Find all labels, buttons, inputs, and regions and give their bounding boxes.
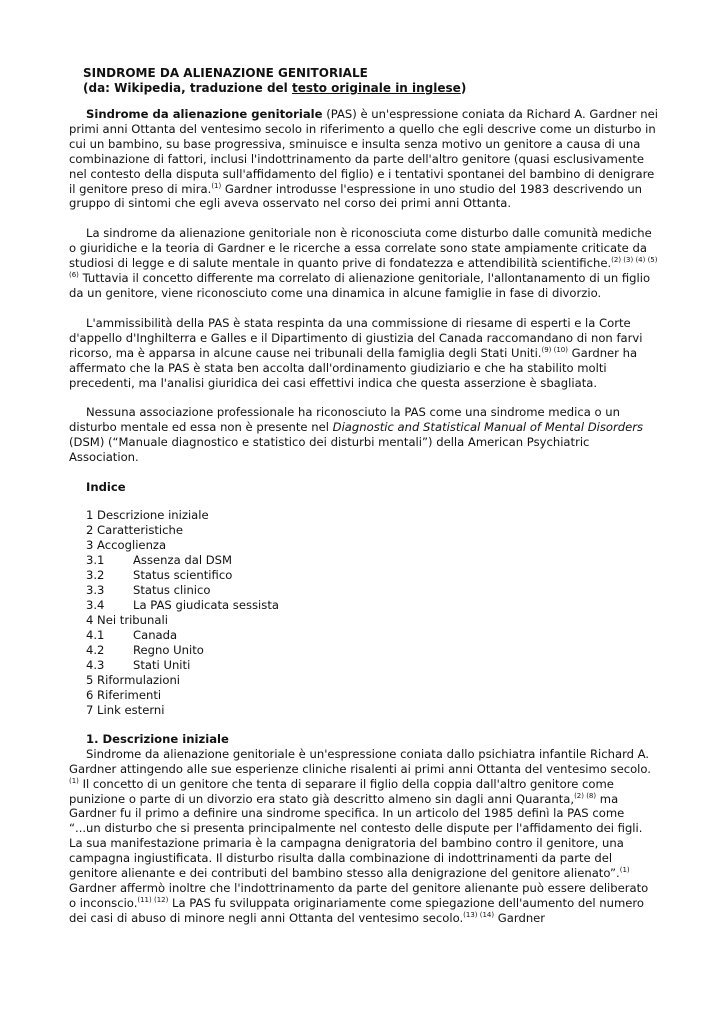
text: (DSM) (“Manuale diagnostico e statistico dei disturbi mentali”) della American Psychiatric Association. xyxy=(69,435,590,465)
toc-item[interactable] xyxy=(86,613,659,628)
original-text-link[interactable]: testo originale in inglese xyxy=(291,81,461,95)
text: Gardner introdusse l'espressione in uno studio del 1983 descrivendo un gruppo di sintomi che egli aveva osservato nel corso dei primi anni Ottanta. xyxy=(69,181,643,211)
toc-item[interactable] xyxy=(86,583,659,598)
text: Tuttavia il concetto differente ma correlato di alienazione genitoriale, l'allontanamento di un figlio da un genitore, viene riconosciuto come una dinamica in alcune famiglie in fase di divorzio. xyxy=(69,271,651,300)
section-heading: 1. Descrizione iniziale xyxy=(86,731,229,746)
toc-item[interactable] xyxy=(86,568,659,583)
toc-item-label: 7 Link esterni xyxy=(86,702,165,717)
toc-item[interactable] xyxy=(86,553,659,568)
toc-item[interactable] xyxy=(86,703,659,718)
term-bold: Sindrome da alienazione genitoriale xyxy=(86,107,323,121)
toc-item-label: Status scientifico xyxy=(133,567,233,582)
toc-item[interactable] xyxy=(86,688,659,703)
text: Gardner ha affermato che la PAS è stata ben accolta dall'ordinamento giudiziario e che ha stabilito molti precedenti, ma l'analisi giuridica dei casi effettivi indica che questa asserzione è sbagliata. xyxy=(69,345,638,390)
document-subtitle xyxy=(83,81,659,96)
document-title: SINDROME DA ALIENAZIONE GENITORIALE xyxy=(83,66,368,80)
toc-item[interactable] xyxy=(86,658,659,673)
text: La PAS fu sviluppata originariamente come spiegazione dell'aumento del numero dei casi di abuso di minore negli anni Ottanta del ventesimo secolo. xyxy=(69,895,644,925)
toc-item-label: 3 Accoglienza xyxy=(86,537,167,552)
text: Sindrome da alienazione genitoriale è un'espressione coniata dallo psichiatra infantile Richard A. Gardner attingendo alle sue esperienze cliniche risalenti ai primi anni Ottanta del ventesimo secolo. xyxy=(69,746,651,776)
citation[interactable]: (11) (12) xyxy=(137,895,169,904)
toc-item-label: 5 Riformulazioni xyxy=(86,672,181,687)
toc-item[interactable] xyxy=(86,628,659,643)
toc-item[interactable] xyxy=(86,673,659,688)
toc-item-number: 4.1 xyxy=(86,627,105,642)
paragraph-intro xyxy=(69,107,659,211)
toc-item-number: 4.3 xyxy=(86,657,105,672)
text: ma Gardner fu il primo a definire una sindrome specifica. In un articolo del 1985 definì la PAS come “...un disturbo che si presenta principalmente nel contesto delle dispute per l'affidamento dei figli. La sua manifestazione primaria è la campagna denigratoria del bambino contro il genitore, una campagna ingiustificata. Il disturbo risulta dalla combinazione di indottrinamenti da parte del genitore alienante e dei contributi del bambino stesso alla denigrazione del genitore alienato”. xyxy=(69,791,643,881)
citation[interactable]: (1) xyxy=(211,181,222,190)
toc-item-label: Regno Unito xyxy=(133,642,204,657)
toc-item-label: Assenza dal DSM xyxy=(133,552,233,567)
text: Gardner xyxy=(494,910,546,925)
toc-item-label: 2 Caratteristiche xyxy=(86,522,184,537)
toc-item-label: Canada xyxy=(133,627,178,642)
citation[interactable]: (9) (10) xyxy=(541,345,568,354)
toc-item[interactable] xyxy=(86,598,659,613)
text: Gardner affermò inoltre che l'indottrinamento da parte del genitore alienante può essere deliberato o inconscio. xyxy=(69,881,649,910)
text: (PAS) è un'espressione coniata da Richard A. Gardner nei primi anni Ottanta del ventesimo secolo in riferimento a quello che egli descrive come un disturbo in cui un bambino, su base progressiva, sminuisce e insulta senza motivo un genitore a causa di una combinazione di fattori, inclusi l'indottrinamento da parte dell'altro genitore (quasi esclusivamente nel contesto della disputa sull'affidamento del figlio) e i tentativi spontanei del bambino di denigrare il genitore preso di mira. xyxy=(69,107,658,196)
toc-item[interactable] xyxy=(86,523,659,538)
toc-item-number: 3.3 xyxy=(86,582,105,597)
citation[interactable]: (1) xyxy=(69,776,79,785)
toc-item-label: Status clinico xyxy=(133,582,211,597)
toc-item-number: 4.2 xyxy=(86,642,105,657)
paragraph-recognition xyxy=(69,226,659,301)
toc-item-number: 3.2 xyxy=(86,567,105,582)
toc-item[interactable] xyxy=(86,538,659,553)
table-of-contents xyxy=(86,508,659,718)
toc-item[interactable] xyxy=(86,643,659,658)
text: La sindrome da alienazione genitoriale non è riconosciuta come disturbo dalle comunità mediche o giuridiche e la teoria di Gardner e le ricerche a essa correlate sono state ampiamente criticate da studiosi di legge e di salute mentale in quanto prive di fondatezza e attendibilità scientifiche. xyxy=(69,226,652,271)
document-page xyxy=(69,66,659,926)
toc-item-label: La PAS giudicata sessista xyxy=(133,597,279,612)
paragraph-admissibility xyxy=(69,316,659,391)
toc-item-number: 3.4 xyxy=(86,597,105,612)
toc-item-label: 1 Descrizione iniziale xyxy=(86,507,209,522)
toc-item-label: 4 Nei tribunali xyxy=(86,612,168,627)
citation[interactable]: (2) (8) xyxy=(574,791,597,800)
subtitle-prefix: (da: Wikipedia, traduzione del xyxy=(83,81,292,95)
text: L'ammissibilità della PAS è stata respinta da una commissione di riesame di esperti e la Corte d'appello d'Inghilterra e Galles e il Dipartimento di giustizia del Canada raccomandano di non farvi ricorso, ma è apparsa in alcune cause nei tribunali della famiglia degli Stati Uniti. xyxy=(69,315,643,360)
toc-item[interactable] xyxy=(86,508,659,523)
text: Nessuna associazione professionale ha riconosciuto la PAS come una sindrome medica o un disturbo mentale ed essa non è presente nel xyxy=(69,405,620,435)
toc-heading: Indice xyxy=(86,480,126,495)
citation[interactable]: (13) (14) xyxy=(463,910,495,919)
section-body xyxy=(69,747,659,926)
toc-item-number: 3.1 xyxy=(86,552,105,567)
subtitle-suffix: ) xyxy=(460,81,467,95)
dsm-title: Diagnostic and Statistical Manual of Mental Disorders xyxy=(332,420,644,435)
paragraph-dsm xyxy=(69,405,659,465)
text: Il concetto di un genitore che tenta di separare il figlio della coppia dall'altro genitore come punizione o parte di un divorzio era stato già descritto almeno sin dagli anni Quaranta, xyxy=(69,776,614,806)
citation[interactable]: (2) (3) (4) (5) (6) xyxy=(69,256,658,280)
toc-item-label: 6 Riferimenti xyxy=(86,687,162,702)
citation[interactable]: (1) xyxy=(619,866,630,875)
toc-item-label: Stati Uniti xyxy=(133,657,191,672)
